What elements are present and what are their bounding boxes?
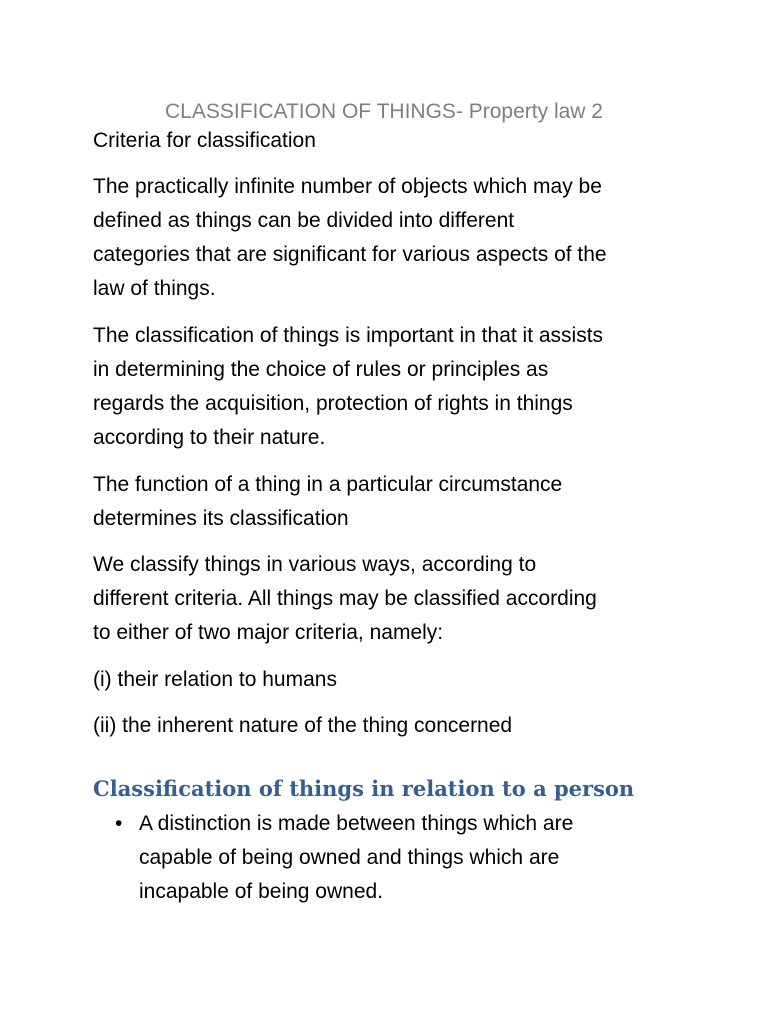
text-line: (i) their relation to humans (93, 668, 337, 691)
text-line: different criteria. All things may be classified according (93, 587, 597, 610)
text-line: defined as things can be divided into different (93, 209, 515, 232)
text-line: law of things. (93, 277, 216, 300)
paragraph-criteria (93, 548, 683, 650)
text-line: in determining the choice of rules or principles as (93, 358, 549, 381)
text-line: according to their nature. (93, 426, 326, 449)
text-line: Criteria for classification (93, 129, 316, 152)
section-heading: Classification of things in relation to a person (93, 776, 635, 801)
text-line: regards the acquisition, protection of rights in things (93, 392, 573, 415)
text-line: incapable of being owned. (139, 880, 384, 903)
paragraph-function (93, 468, 683, 536)
paragraph-importance (93, 319, 683, 455)
paragraph-criterion-one (93, 663, 683, 697)
paragraph-criteria-title (93, 124, 683, 158)
text-line: We classify things in various ways, according to (93, 553, 537, 576)
text-line: A distinction is made between things which are (139, 812, 574, 835)
paragraph-objects (93, 170, 683, 306)
text-line: The practically infinite number of objects which may be (93, 175, 602, 198)
bullet-icon: • (115, 812, 123, 835)
text-line: The function of a thing in a particular circumstance (93, 473, 563, 496)
page-header: CLASSIFICATION OF THINGS- Property law 2 (165, 100, 603, 123)
text-line: categories that are significant for various aspects of the (93, 243, 607, 266)
paragraph-criterion-two (93, 709, 683, 743)
text-line: capable of being owned and things which are (139, 846, 560, 869)
text-line: to either of two major criteria, namely: (93, 621, 444, 644)
text-line: (ii) the inherent nature of the thing concerned (93, 714, 513, 737)
text-line: The classification of things is important in that it assists (93, 324, 604, 347)
bullet-text (139, 807, 573, 909)
text-line: determines its classification (93, 507, 349, 530)
